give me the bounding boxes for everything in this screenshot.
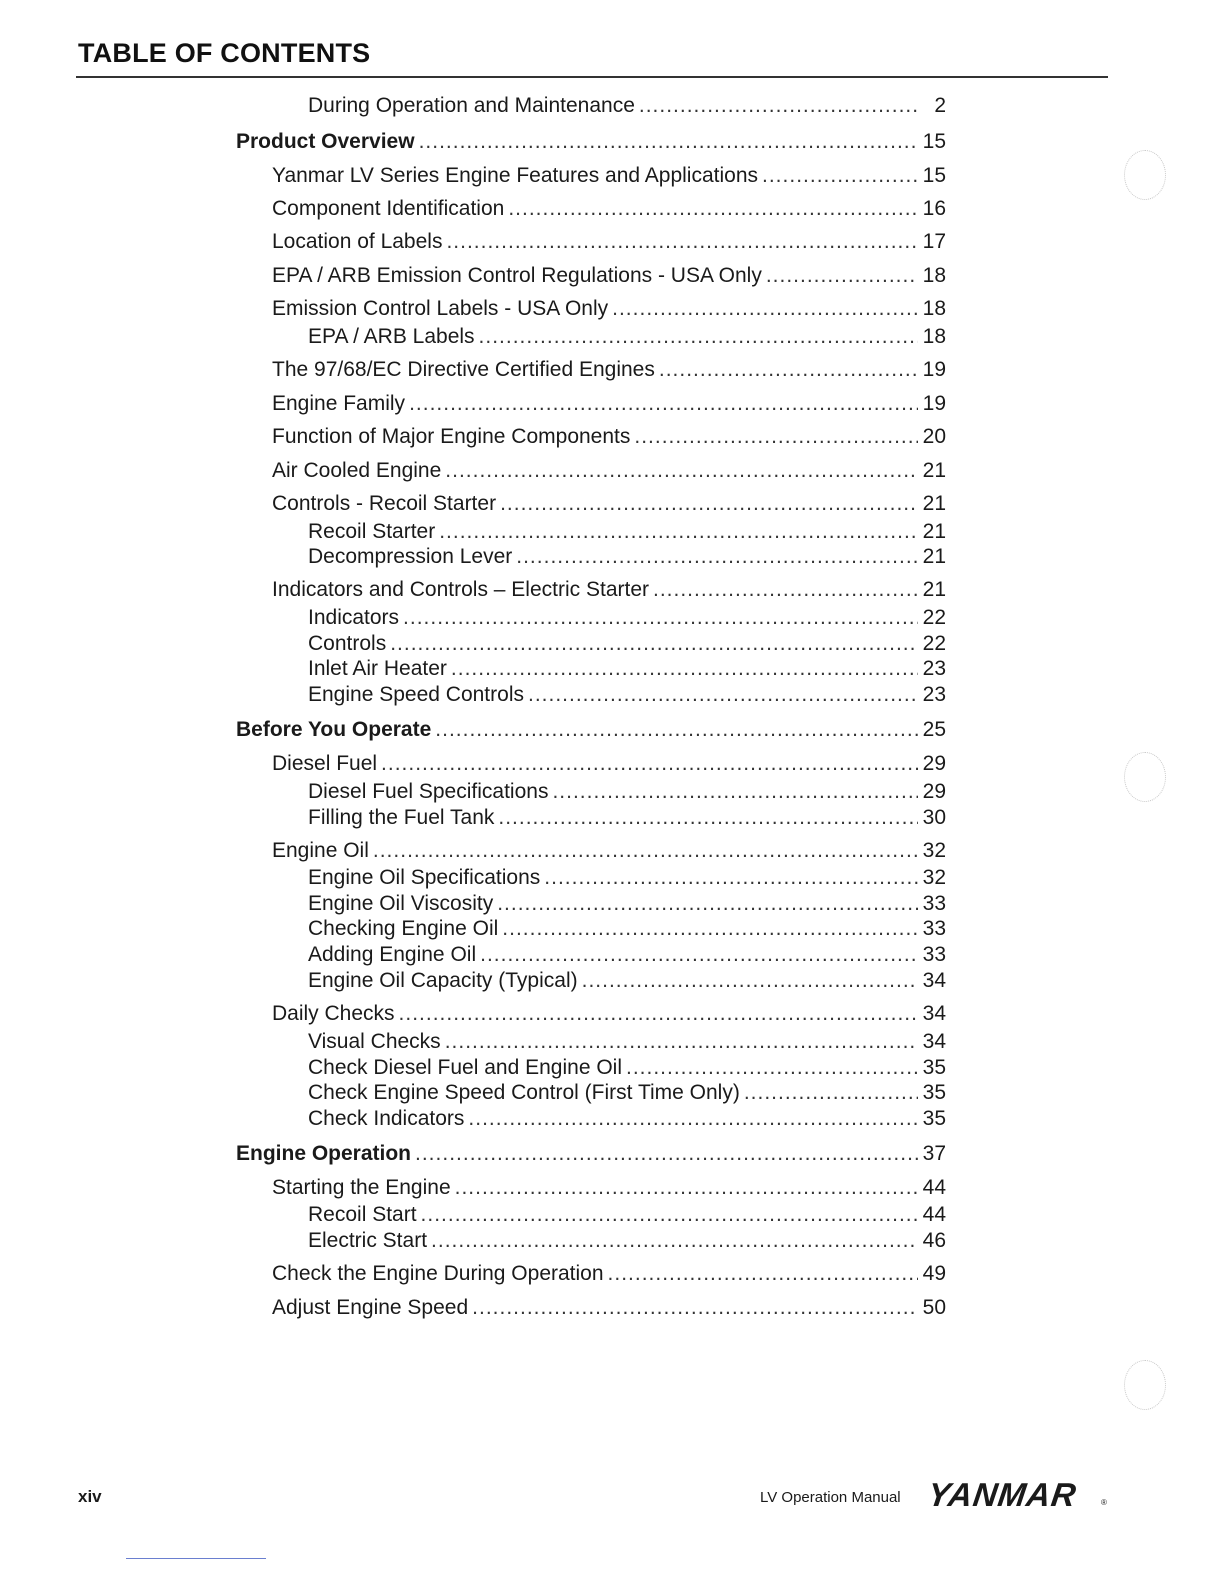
toc-dot-leader	[472, 1296, 918, 1320]
toc-dot-leader	[480, 943, 918, 967]
toc-entry-label: Indicators	[308, 606, 400, 629]
toc-entry-page: 23	[922, 683, 946, 706]
toc-entry-label: Visual Checks	[308, 1030, 441, 1053]
registered-mark: ®	[1101, 1498, 1107, 1507]
toc-entry-label: Engine Oil Capacity (Typical)	[308, 969, 578, 992]
toc-dot-leader	[528, 683, 918, 707]
toc-entry-label: Check Diesel Fuel and Engine Oil	[308, 1056, 622, 1079]
toc-entry-label: Emission Control Labels - USA Only	[272, 297, 609, 320]
toc-entry-page: 21	[922, 459, 946, 482]
toc-entry[interactable]	[236, 1142, 946, 1166]
toc-entry[interactable]	[272, 392, 946, 416]
toc-entry-label: Engine Oil Specifications	[308, 866, 541, 889]
bottom-divider	[126, 1558, 266, 1559]
toc-entry[interactable]	[272, 492, 946, 516]
toc-entry-label: Adding Engine Oil	[308, 943, 477, 966]
toc-entry-label: EPA / ARB Labels	[308, 325, 475, 348]
toc-entry-label: EPA / ARB Emission Control Regulations - USA Only	[272, 264, 762, 287]
toc-entry-page: 19	[922, 358, 946, 381]
toc-entry-label: Recoil Start	[308, 1203, 417, 1226]
toc-entry-page: 44	[922, 1176, 946, 1199]
toc-entry-label: Adjust Engine Speed	[272, 1296, 469, 1319]
toc-entry[interactable]	[308, 325, 946, 349]
toc-entry-label: Controls	[308, 632, 387, 655]
toc-entry[interactable]	[308, 1107, 946, 1131]
toc-entry-label: Diesel Fuel Specifications	[308, 780, 549, 803]
toc-entry-label: Filling the Fuel Tank	[308, 806, 495, 829]
toc-entry-page: 18	[922, 297, 946, 320]
toc-dot-leader	[455, 1176, 918, 1200]
toc-entry-label: Daily Checks	[272, 1002, 395, 1025]
toc-entry-label: Engine Oil	[272, 839, 369, 862]
toc-dot-leader	[502, 917, 918, 941]
toc-entry[interactable]	[272, 230, 946, 254]
toc-entry[interactable]	[272, 197, 946, 221]
toc-entry-label: The 97/68/EC Directive Certified Engines	[272, 358, 655, 381]
toc-dot-leader	[419, 130, 918, 154]
toc-entry-page: 30	[922, 806, 946, 829]
toc-entry[interactable]	[308, 683, 946, 707]
yanmar-logo: YANMAR	[925, 1476, 1080, 1513]
toc-dot-leader	[498, 806, 918, 830]
toc-entry-label: Starting the Engine	[272, 1176, 451, 1199]
toc-entry-label: Decompression Lever	[308, 545, 513, 568]
toc-dot-leader	[659, 358, 918, 382]
toc-entry-label: Function of Major Engine Components	[272, 425, 631, 448]
toc-entry-label: Component Identification	[272, 197, 505, 220]
toc-entry-label: Product Overview	[236, 130, 415, 153]
toc-entry-label: Diesel Fuel	[272, 752, 378, 775]
toc-entry-label: Yanmar LV Series Engine Features and Applications	[272, 164, 759, 187]
toc-dot-leader	[744, 1081, 918, 1105]
toc-entry[interactable]	[308, 943, 946, 967]
toc-entry-page: 37	[922, 1142, 946, 1165]
toc-entry[interactable]	[308, 969, 946, 993]
toc-entry-label: Check Indicators	[308, 1107, 465, 1130]
toc-entry[interactable]	[272, 839, 946, 863]
toc-entry[interactable]	[308, 545, 946, 569]
toc-dot-leader	[508, 197, 918, 221]
toc-dot-leader	[653, 578, 918, 602]
toc-dot-leader	[634, 425, 918, 449]
footer-manual-title: LV Operation Manual	[760, 1489, 901, 1506]
toc-entry[interactable]	[308, 1056, 946, 1080]
toc-dot-leader	[381, 752, 918, 776]
toc-entry-label: Recoil Starter	[308, 520, 436, 543]
toc-entry-page: 29	[922, 752, 946, 775]
toc-dot-leader	[373, 839, 918, 863]
toc-entry[interactable]	[272, 1176, 946, 1200]
toc-entry-label: During Operation and Maintenance	[308, 94, 635, 117]
toc-dot-leader	[544, 866, 918, 890]
toc-entry-page: 33	[922, 943, 946, 966]
toc-entry-page: 23	[922, 657, 946, 680]
toc-dot-leader	[468, 1107, 918, 1131]
binder-hole-icon	[1124, 150, 1166, 200]
toc-entry-label: Electric Start	[308, 1229, 428, 1252]
toc-entry-label: Engine Family	[272, 392, 406, 415]
toc-entry[interactable]	[272, 1296, 946, 1320]
toc-entry-page: 35	[922, 1107, 946, 1130]
toc-entry[interactable]	[308, 780, 946, 804]
toc-entry-page: 21	[922, 492, 946, 515]
toc-entry-label: Inlet Air Heater	[308, 657, 447, 680]
toc-entry[interactable]	[308, 1030, 946, 1054]
toc-dot-leader	[431, 1229, 918, 1253]
binder-hole-icon	[1124, 1360, 1166, 1410]
toc-entry-page: 46	[922, 1229, 946, 1252]
toc-entry-page: 50	[922, 1296, 946, 1319]
toc-entry-page: 35	[922, 1056, 946, 1079]
toc-entry-page: 33	[922, 917, 946, 940]
toc-dot-leader	[415, 1142, 918, 1166]
toc-entry-label: Checking Engine Oil	[308, 917, 499, 940]
toc-entry-page: 18	[922, 325, 946, 348]
toc-entry[interactable]	[308, 657, 946, 681]
toc-entry[interactable]	[308, 520, 946, 544]
toc-entry[interactable]	[272, 164, 946, 188]
toc-dot-leader	[446, 230, 918, 254]
toc-entry[interactable]	[308, 866, 946, 890]
toc-dot-leader	[497, 892, 918, 916]
toc-entry[interactable]	[272, 358, 946, 382]
page-title: TABLE OF CONTENTS	[78, 38, 371, 68]
toc-dot-leader	[445, 1030, 918, 1054]
toc-dot-leader	[435, 718, 918, 742]
toc-entry[interactable]	[308, 892, 946, 916]
toc-entry-label: Indicators and Controls – Electric Starter	[272, 578, 649, 601]
toc-dot-leader	[439, 520, 918, 544]
toc-dot-leader	[479, 325, 918, 349]
toc-dot-leader	[626, 1056, 918, 1080]
toc-dot-leader	[766, 264, 918, 288]
toc-entry-page: 20	[922, 425, 946, 448]
toc-entry[interactable]	[308, 917, 946, 941]
toc-entry-page: 21	[922, 545, 946, 568]
binder-hole-icon	[1124, 752, 1166, 802]
toc-dot-leader	[403, 606, 918, 630]
toc-dot-leader	[500, 492, 918, 516]
toc-dot-leader	[421, 1203, 918, 1227]
toc-dot-leader	[762, 164, 918, 188]
toc-entry-page: 18	[922, 264, 946, 287]
toc-entry[interactable]	[272, 1002, 946, 1026]
toc-entry-label: Location of Labels	[272, 230, 443, 253]
toc-entry[interactable]	[272, 578, 946, 602]
toc-dot-leader	[612, 297, 918, 321]
toc-entry-page: 21	[922, 520, 946, 543]
toc-entry-label: Before You Operate	[236, 718, 432, 741]
toc-entry[interactable]	[308, 1203, 946, 1227]
toc-dot-leader	[608, 1262, 918, 1286]
toc-entry-page: 16	[922, 197, 946, 220]
toc-entry[interactable]	[272, 752, 946, 776]
toc-dot-leader	[445, 459, 918, 483]
toc-entry-page: 34	[922, 1002, 946, 1025]
toc-entry-label: Check the Engine During Operation	[272, 1262, 604, 1285]
toc-entry-label: Engine Operation	[236, 1142, 412, 1165]
toc-entry-page: 25	[922, 718, 946, 741]
toc-entry-label: Check Engine Speed Control (First Time Only)	[308, 1081, 740, 1104]
toc-dot-leader	[516, 545, 918, 569]
toc-entry[interactable]	[308, 1081, 946, 1105]
toc-entry-page: 44	[922, 1203, 946, 1226]
toc-entry-page: 29	[922, 780, 946, 803]
toc-dot-leader	[409, 392, 918, 416]
toc-entry-page: 17	[922, 230, 946, 253]
toc-dot-leader	[552, 780, 918, 804]
toc-entry-page: 21	[922, 578, 946, 601]
toc-entry[interactable]	[272, 1262, 946, 1286]
toc-entry-page: 15	[922, 164, 946, 187]
toc-dot-leader	[390, 632, 918, 656]
toc-entry-page: 32	[922, 839, 946, 862]
toc-entry-page: 2	[934, 94, 946, 117]
toc-entry-page: 22	[922, 632, 946, 655]
toc-entry[interactable]	[272, 264, 946, 288]
toc-entry-page: 22	[922, 606, 946, 629]
title-divider	[76, 76, 1108, 78]
toc-dot-leader	[399, 1002, 918, 1026]
toc-entry-page: 49	[922, 1262, 946, 1285]
toc-entry[interactable]	[308, 806, 946, 830]
toc-entry[interactable]	[308, 632, 946, 656]
toc-entry-page: 34	[922, 1030, 946, 1053]
toc-dot-leader	[582, 969, 918, 993]
toc-entry[interactable]	[272, 425, 946, 449]
toc-entry[interactable]	[272, 459, 946, 483]
toc-entry-label: Engine Speed Controls	[308, 683, 524, 706]
toc-entry[interactable]	[236, 718, 946, 742]
toc-entry-label: Air Cooled Engine	[272, 459, 442, 482]
toc-entry-page: 32	[922, 866, 946, 889]
toc-entry-page: 33	[922, 892, 946, 915]
toc-entry[interactable]	[308, 94, 946, 118]
footer-page-number: xiv	[78, 1487, 102, 1506]
toc-entry-page: 15	[922, 130, 946, 153]
toc-entry-page: 34	[922, 969, 946, 992]
toc-entry[interactable]	[308, 1229, 946, 1253]
toc-entry-label: Controls - Recoil Starter	[272, 492, 497, 515]
toc-dot-leader	[639, 94, 918, 118]
toc-entry[interactable]	[272, 297, 946, 321]
toc-entry-label: Engine Oil Viscosity	[308, 892, 494, 915]
toc-entry-page: 35	[922, 1081, 946, 1104]
toc-entry[interactable]	[236, 130, 946, 154]
toc-entry-page: 19	[922, 392, 946, 415]
toc-dot-leader	[451, 657, 918, 681]
toc-entry[interactable]	[308, 606, 946, 630]
